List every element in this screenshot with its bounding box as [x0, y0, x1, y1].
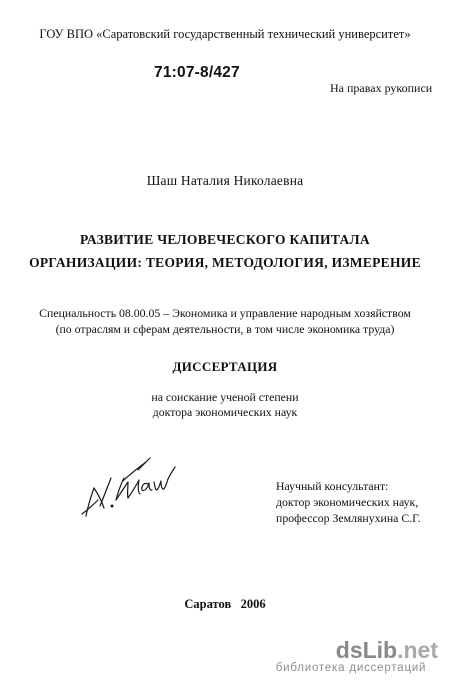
title-line-1: РАЗВИТИЕ ЧЕЛОВЕЧЕСКОГО КАПИТАЛА [80, 232, 370, 247]
city-year: Саратов 2006 [184, 597, 266, 611]
document-type: ДИССЕРТАЦИЯ [172, 359, 278, 374]
watermark-brand-domain: .net [397, 637, 438, 663]
specialty-line-2: (по отраслям и сферам деятельности, в том числе экономика труда) [55, 322, 395, 336]
site-watermark [276, 638, 438, 674]
consultant-label: Научный консультант: [276, 479, 389, 493]
specialty-line-1: Специальность 08.00.05 – Экономика и управление народным хозяйством [39, 306, 411, 320]
consultant-degree: доктор экономических наук, [276, 495, 419, 509]
watermark-tagline: библиотека диссертаций [275, 662, 427, 674]
title-line-2: ОРГАНИЗАЦИИ: ТЕОРИЯ, МЕТОДОЛОГИЯ, ИЗМЕРЕНИЕ [29, 255, 421, 270]
archive-code: 71:07-8/427 [154, 64, 240, 81]
consultant-name: профессор Землянухина С.Г. [276, 511, 421, 525]
rights-note: На правах рукописи [330, 81, 433, 95]
watermark-logo [336, 638, 438, 662]
institution-name: ГОУ ВПО «Саратовский государственный технический университет» [39, 27, 411, 41]
degree-line-1: на соискание ученой степени [151, 390, 299, 404]
handwritten-signature [78, 448, 178, 520]
author-name: Шаш Наталия Николаевна [146, 173, 304, 188]
watermark-brand-main: dsLib [335, 637, 398, 663]
degree-line-2: доктора экономических наук [152, 405, 298, 419]
